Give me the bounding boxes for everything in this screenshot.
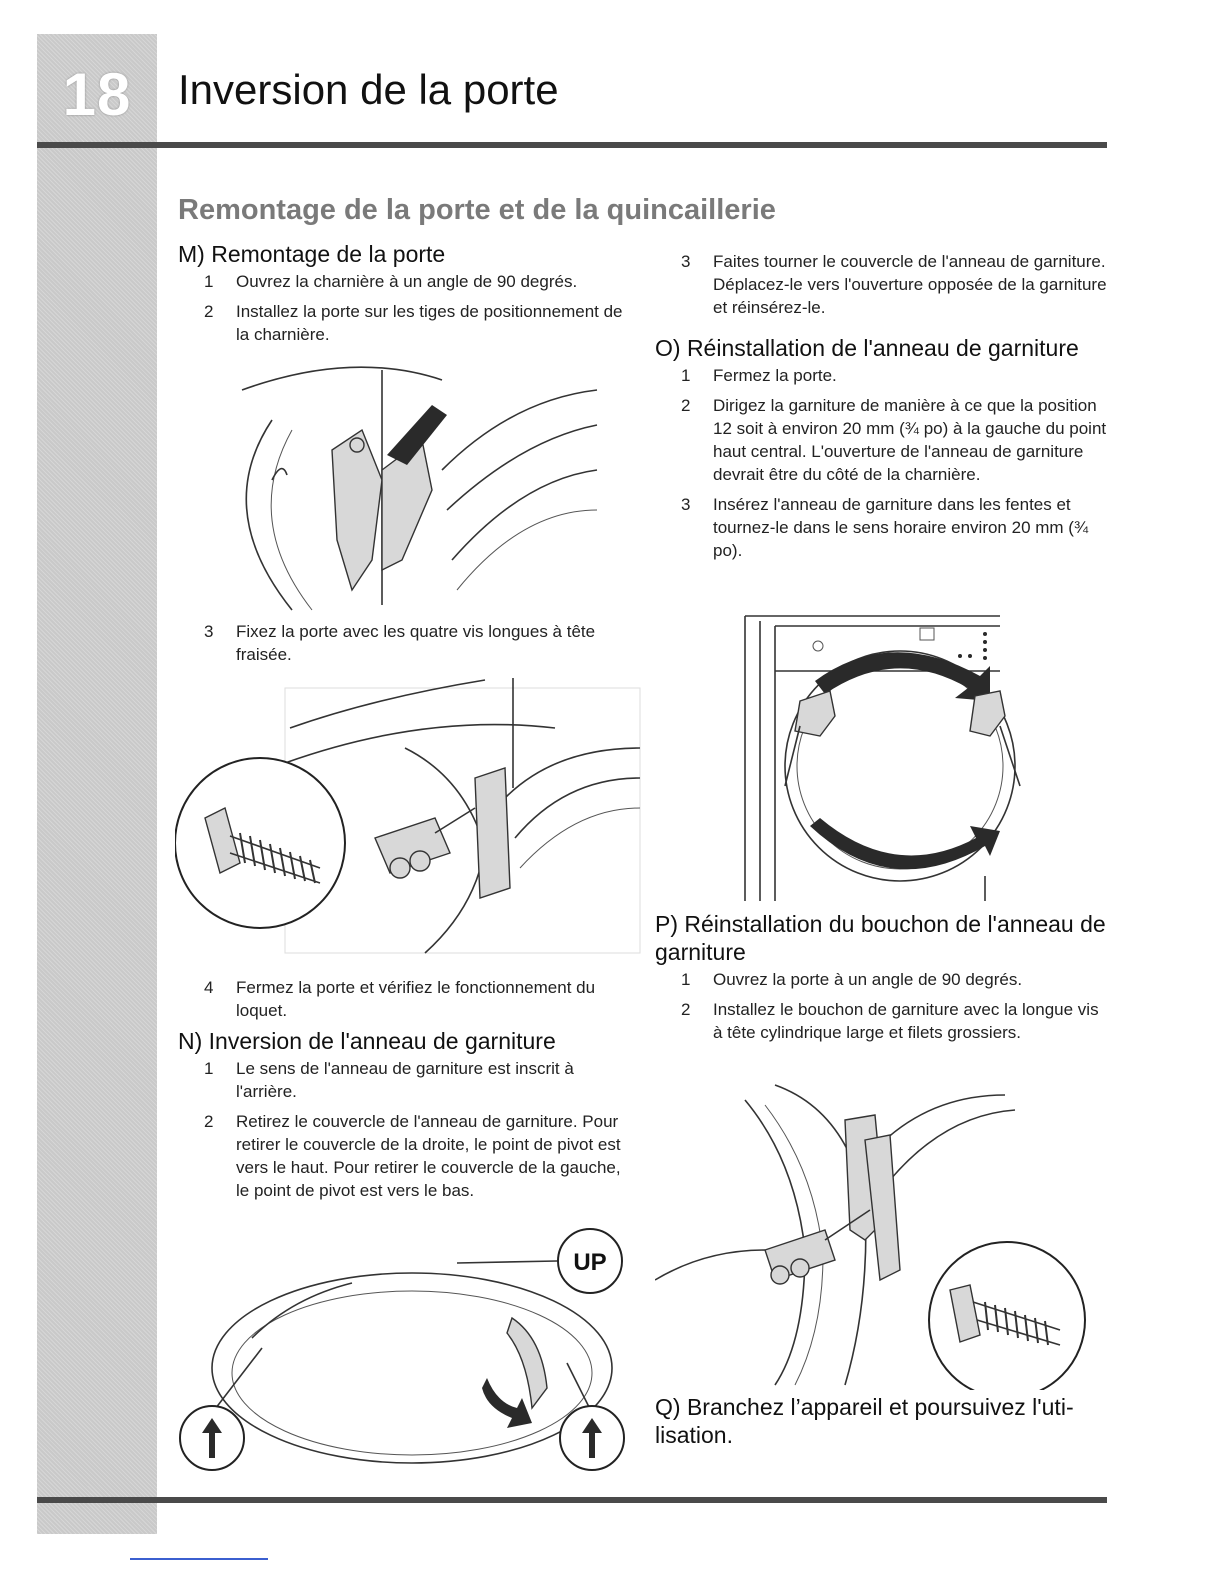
up-label: UP [573, 1249, 607, 1276]
section-title: Remontage de la porte et de la quincaillerie [178, 194, 776, 226]
section-m-step4 [178, 974, 638, 1209]
list-item: 1 Le sens de l'anneau de garniture est inscrit à l'arrière. [204, 1059, 574, 1101]
washer-front-illustration [700, 606, 1060, 906]
list-item: 1 Ouvrez la porte à un angle de 90 degrés. [681, 970, 1023, 989]
list-item: 2 Retirez le couvercle de l'anneau de garniture. Pour retirer le couvercle de la droite, le point de pivot est vers le haut. Pour retirer le couvercle de la gauche, le point de pivot est vers le bas. [204, 1112, 621, 1200]
footer-link-underline [130, 1558, 268, 1560]
list-item: 3 Fixez la porte avec les quatre vis longues à tête fraisée. [204, 622, 596, 664]
trim-ring-illustration [172, 1228, 642, 1478]
section-n-step3 [655, 248, 1110, 326]
page-number: 18 [62, 61, 132, 128]
section-p-heading: P) Réinstallation du bouchon de l'anneau de garniture [655, 911, 1106, 965]
hinge-illustration [232, 360, 602, 615]
section-m-step3 [178, 618, 638, 673]
section-q [655, 1393, 1105, 1449]
section-o-heading: O) Réinstallation de l'anneau de garniture [655, 335, 1079, 361]
list-item: 2 Installez la porte sur les tiges de positionnement de la charnière. [204, 302, 623, 344]
trim-plug-illustration [655, 1080, 1095, 1390]
list-item: 1 Fermez la porte. [681, 366, 837, 385]
page-title: Inversion de la porte [178, 66, 559, 113]
header-rule [37, 142, 1107, 148]
door-screw-illustration [175, 668, 645, 958]
list-item: 3 Faites tourner le couvercle de l'anneau de garniture. Déplacez-le vers l'ouverture opposée de la garniture et réinsérez-le. [681, 252, 1107, 317]
list-item: 1 Ouvrez la charnière à un angle de 90 degrés. [204, 272, 578, 291]
section-p [655, 910, 1110, 1051]
list-item: 2 Dirigez la garniture de manière à ce que la position 12 soit à environ 20 mm (¾ po) à la gauche du point haut central. L'ouverture de l'anneau de garniture devrait être du côté de la charnière. [681, 396, 1107, 484]
section-n-heading: N) Inversion de l'anneau de garniture [178, 1028, 556, 1054]
section-m-heading: M) Remontage de la porte [178, 241, 446, 267]
list-item: 4 Fermez la porte et vérifiez le fonctionnement du loquet. [204, 978, 596, 1020]
section-m [178, 240, 638, 353]
section-q-heading: Q) Branchez l’appareil et poursuivez l'utilisation. [655, 1394, 1074, 1448]
section-o [655, 334, 1110, 569]
footer-rule [37, 1497, 1107, 1503]
list-item: 2 Installez le bouchon de garniture avec la longue vis à tête cylindrique large et filets grossiers. [681, 1000, 1099, 1042]
side-band [37, 34, 157, 1534]
list-item: 3 Insérez l'anneau de garniture dans les fentes et tournez-le dans le sens horaire environ 20 mm (¾ po). [681, 495, 1089, 560]
